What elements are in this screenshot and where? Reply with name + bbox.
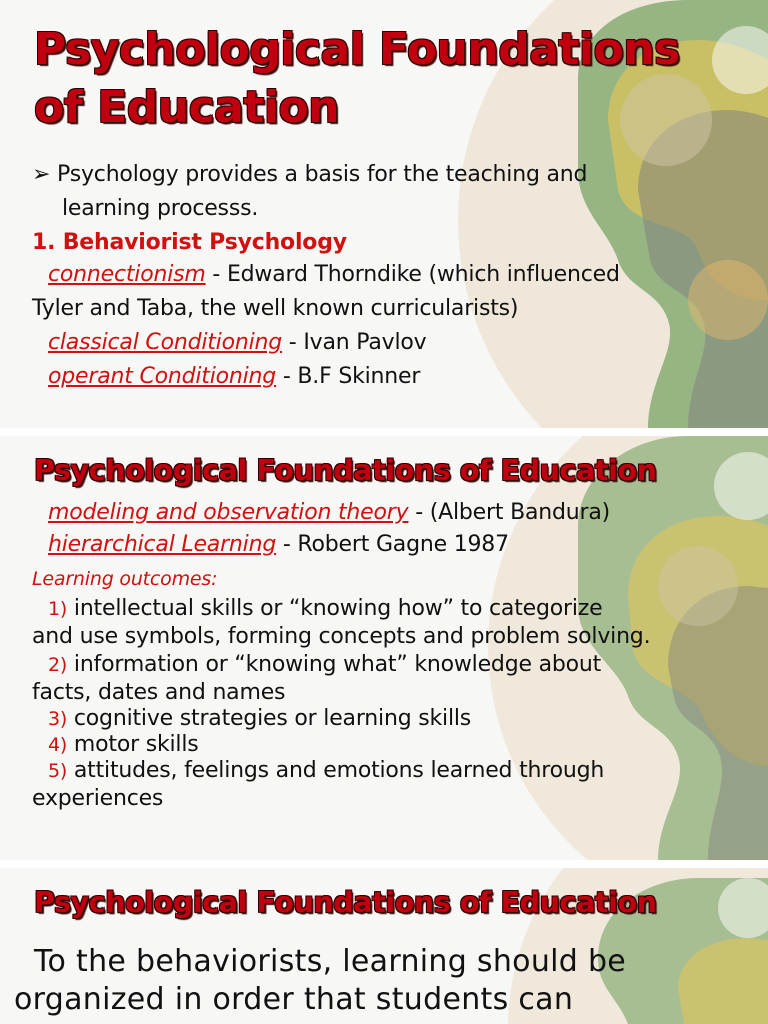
outcome-item: 2) information or “knowing what” knowledge about: [48, 652, 602, 677]
outcome-item-continuation: experiences: [32, 786, 164, 811]
theory-item: [48, 260, 620, 290]
bullet-item: ➢ Psychology provides a basis for the teaching and: [32, 162, 588, 187]
outcome-item: 1) intellectual skills or “knowing how” to categorize: [48, 596, 603, 621]
outcome-item: 3) cognitive strategies or learning skills: [48, 706, 472, 731]
outcome-number: 2): [48, 654, 68, 676]
outcome-number: 4): [48, 734, 68, 756]
outcome-number: 5): [48, 760, 68, 782]
slide-title: Psychological Foundations of Education: [34, 886, 657, 919]
theory-item: [48, 362, 420, 392]
section-heading: 1. Behaviorist Psychology: [32, 230, 347, 255]
body-text-line: organized in order that students can: [14, 982, 574, 1017]
slide-2: [0, 436, 768, 860]
slide-1: [0, 0, 768, 428]
slide-title-line-1: Psychological Foundations: [34, 24, 680, 75]
outcome-item: 5) attitudes, feelings and emotions learned through: [48, 758, 605, 783]
outcomes-label: Learning outcomes:: [32, 568, 218, 590]
theory-term: operant Conditioning: [48, 364, 277, 389]
outcome-number: 3): [48, 708, 68, 730]
body-text-line: To the behaviorists, learning should be: [34, 944, 627, 979]
outcome-number: 1): [48, 598, 68, 620]
arrow-bullet-icon: ➢: [32, 162, 51, 187]
theory-item: [48, 530, 509, 560]
theory-author: - (Albert Bandura): [408, 500, 611, 525]
slide-divider: [0, 428, 768, 436]
outcome-item: 4) motor skills: [48, 732, 199, 757]
slide-divider: [0, 860, 768, 868]
theory-item: [48, 498, 610, 528]
outcome-item-continuation: and use symbols, forming concepts and problem solving.: [32, 624, 651, 649]
theory-item-continuation: Tyler and Taba, the well known curricularists): [32, 296, 519, 321]
theory-term: classical Conditioning: [48, 330, 283, 355]
slide-title: Psychological Foundations of Education: [34, 454, 657, 487]
theory-term: modeling and observation theory: [48, 500, 409, 525]
theory-author: - Robert Gagne 1987: [276, 532, 509, 557]
theory-author: - Edward Thorndike (which influenced: [205, 262, 620, 287]
theory-term: connectionism: [48, 262, 206, 287]
theory-term: hierarchical Learning: [48, 532, 277, 557]
theory-author: - Ivan Pavlov: [282, 330, 427, 355]
slide-title-line-2: of Education: [34, 82, 340, 133]
slide-3: [0, 868, 768, 1024]
theory-item: [48, 328, 426, 358]
theory-author: - B.F Skinner: [276, 364, 421, 389]
bullet-item-continuation: learning processs.: [62, 196, 259, 221]
outcome-item-continuation: facts, dates and names: [32, 680, 286, 705]
